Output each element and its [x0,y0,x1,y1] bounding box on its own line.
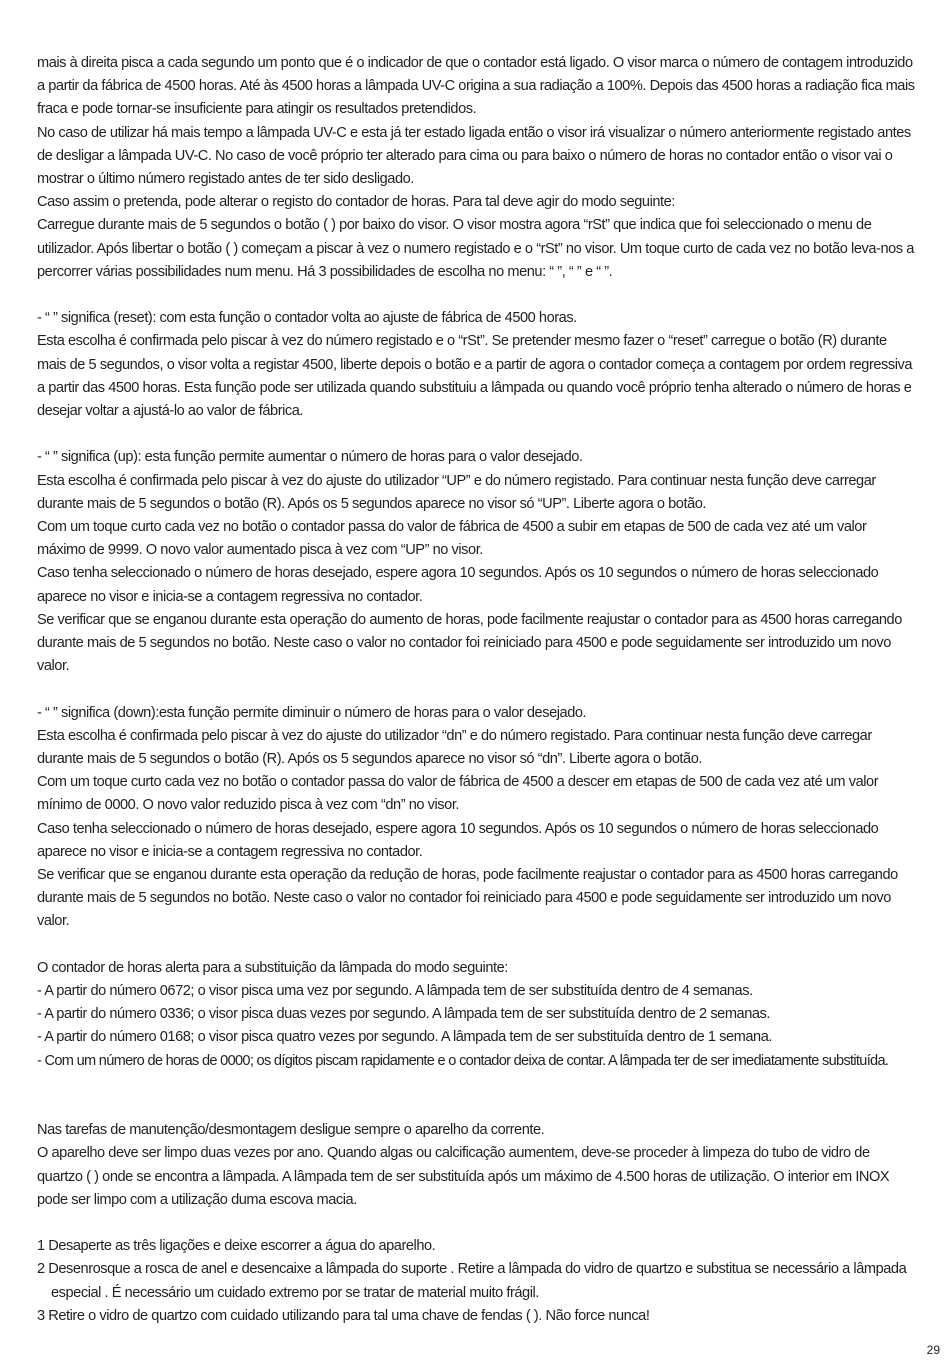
paragraph-counter-intro: mais à direita pisca a cada segundo um ponto que é o indicador de que o contador está ligado. O visor marca o número de contagem introduzido a partir da fábrica de 4500 horas. Até às 4500 horas a lâmpada UV-C origina a sua radiação a 100%. Depois das 4500 horas a radiação fica mais fraca e pode tornar-se insuficiente para atingir os resultados pretendidos. [37,55,915,118]
maintenance-cleaning: O aparelho deve ser limpo duas vezes por ano. Quando algas ou calcificação aumentem, deve-se proceder à limpeza do tubo de vidro de quartzo ( ) onde se encontra a lâmpada. A lâmpada tem de ser substituída após um máximo de 4.500 horas de utilização. O interior em INOX pode ser limpo com a utilização duma escova macia. [37,1145,890,1208]
up-description-4: Se verificar que se enganou durante esta operação do aumento de horas, pode facilmente reajustar o contador para as 4500 horas carregando durante mais de 5 segundos no botão. Neste caso o valor no contador foi reiniciado para 4500 e pode seguidamente ser introduzido um novo valor. [37,611,902,675]
spacer [37,934,917,957]
up-heading: - “ ” significa (up): esta função permite aumentar o número de horas para o valor desejado. [37,449,583,466]
step-item: 2 Desenrosque a rosca de anel e desencaixe a lâmpada do suporte . Retire a lâmpada do vidro de quartzo e substitua se necessário a lâmpada especial . É necessário um cuidado extremo por se tratar de material muito frágil. [37,1261,907,1301]
up-description-2: Com um toque curto cada vez no botão o contador passa do valor de fábrica de 4500 a subir em etapas de 500 de cada vez até um valor máximo de 9999. O novo valor aumentado pisca à vez com “UP” no visor. [37,519,867,559]
alert-item: - A partir do número 0168; o visor pisca quatro vezes por segundo. A lâmpada tem de ser substituída dentro de 1 semana. [37,1029,772,1046]
up-description-3: Caso tenha seleccionado o número de horas desejado, espere agora 10 segundos. Após os 10 segundos o número de horas seleccionado aparece no visor e inicia-se a contagem regressiva no contador. [37,565,879,605]
alert-intro: O contador de horas alerta para a substituição da lâmpada do modo seguinte: [37,959,508,976]
paragraph-previous-use: No caso de utilizar há mais tempo a lâmpada UV-C e esta já ter estado ligada então o visor irá visualizar o número anteriormente registado antes de desligar a lâmpada UV-C. No caso de você próprio ter alterado para cima ou para baixo o número de horas no contador então o visor vai o mostrar o último número registado antes de ter sido desligado. [37,124,911,188]
alert-item: - A partir do número 0336; o visor pisca duas vezes por segundo. A lâmpada tem de ser substituída dentro de 2 semanas. [37,1006,770,1023]
spacer [37,1073,917,1119]
step-item: 3 Retire o vidro de quartzo com cuidado utilizando para tal uma chave de fendas ( ). Não force nunca! [37,1307,650,1324]
spacer [37,423,917,446]
step-item: 1 Desaperte as três ligações e deixe escorrer a água do aparelho. [37,1238,436,1255]
reset-heading: - “ ” significa (reset): com esta função o contador volta ao ajuste de fábrica de 4500 horas. [37,310,577,327]
paragraph-menu-instructions: Carregue durante mais de 5 segundos o botão ( ) por baixo do visor. O visor mostra agora “rSt” que indica que foi seleccionado o menu de utilizador. Após libertar o botão ( ) começam a piscar à vez o numero registado e o “rSt” no visor. Um toque curto de cada vez no botão leva-nos a percorrer várias possibilidades num menu. Há 3 possibilidades de escolha no menu: “ ”, “ ” e “ ”. [37,217,914,280]
paragraph-change-register: Caso assim o pretenda, pode alterar o registo do contador de horas. Para tal deve agir do modo seguinte: [37,194,675,211]
page-number: 29 [926,1343,940,1357]
down-description-1: Esta escolha é confirmada pelo piscar à vez do ajuste do utilizador “dn” e do número registado. Para continuar nesta função deve carregar durante mais de 5 segundos o botão (R). Após os 5 segundos aparece no visor só “dn”. Liberte agora o botão. [37,727,872,768]
down-description-3: Caso tenha seleccionado o número de horas desejado, espere agora 10 segundos. Após os 10 segundos o número de horas seleccionado aparece no visor e inicia-se a contagem regressiva no contador. [37,820,879,860]
reset-description: Esta escolha é confirmada pelo piscar à vez do número registado e o “rSt”. Se pretender mesmo fazer o “reset” carregue o botão (R) durante mais de 5 segundos, o visor volta a registar 4500, liberte depois o botão e a partir de agora o contador começa a contagem por ordem regressiva a partir das 4500 horas. Esta função pode ser utilizada quando substituiu a lâmpada ou quando você próprio tenha alterado o número de horas e desejar voltar a ajustá-lo ao valor de fábrica. [37,333,913,420]
down-description-4: Se verificar que se enganou durante esta operação da redução de horas, pode facilmente reajustar o contador para as 4500 horas carregando durante mais de 5 segundos no botão. Neste caso o valor no contador foi reiniciado para 4500 e pode seguidamente ser introduzido um novo valor. [37,867,898,930]
spacer [37,678,917,701]
spacer [37,284,917,307]
maintenance-warning: Nas tarefas de manutenção/desmontagem desligue sempre o aparelho da corrente. [37,1122,545,1139]
down-heading: - “ ” significa (down):esta função permite diminuir o número de horas para o valor desejado. [37,704,587,721]
down-description-2: Com um toque curto cada vez no botão o contador passa do valor de fábrica de 4500 a descer em etapas de 500 de cada vez até um valor mínimo de 0000. O novo valor reduzido pisca à vez com “dn” no visor. [37,774,879,814]
alert-item: - A partir do número 0672; o visor pisca uma vez por segundo. A lâmpada tem de ser substituída dentro de 4 semanas. [37,983,753,1000]
spacer [37,1212,917,1235]
alert-item: - Com um número de horas de 0000; os dígitos piscam rapidamente e o contador deixa de contar. A lâmpada ter de ser imediatamente substituída. [37,1052,889,1069]
up-description-1: Esta escolha é confirmada pelo piscar à vez do ajuste do utilizador “UP” e do número registado. Para continuar nesta função deve carregar durante mais de 5 segundos o botão (R). Após os 5 segundos aparece no visor só “UP”. Liberte agora o botão. [37,472,876,512]
document-body [37,52,917,1328]
